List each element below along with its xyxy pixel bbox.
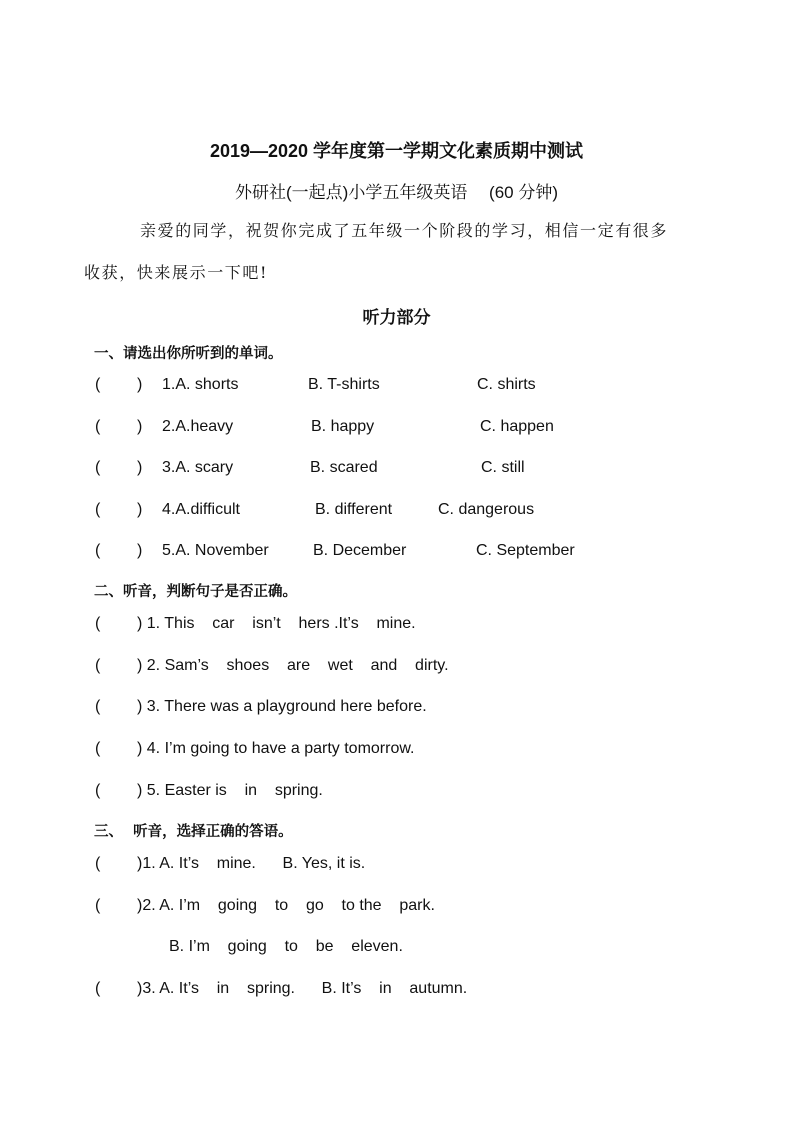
section-1-heading: 一、请选出你所听到的单词。 [94, 345, 283, 362]
option-b: B. scared [310, 459, 378, 476]
option-b: B. T-shirts [308, 376, 380, 393]
statement-text: ) 1. This car isn’t hers .It’s mine. [137, 615, 416, 632]
answer-paren-open: ( [95, 459, 101, 476]
option-b: B. different [315, 501, 393, 518]
intro-line-1: 亲爱的同学，祝贺你完成了五年级一个阶段的学习，相信一定有很多 [140, 221, 669, 240]
answer-paren-open: ( [95, 740, 101, 757]
answer-paren-close: ) [137, 376, 143, 393]
option-c: C. still [481, 459, 525, 476]
statement-text: ) 4. I’m going to have a party tomorrow. [137, 740, 415, 757]
option-a: 2.A.heavy [162, 418, 234, 435]
statement-text: ) 3. There was a playground here before. [137, 698, 427, 715]
answer-paren-open: ( [95, 418, 101, 435]
document-subtitle: 外研社(一起点)小学五年级英语 (60 分钟) [235, 183, 558, 202]
answer-paren-open: ( [95, 782, 101, 799]
response-options: )2. A. I’m going to go to the park. [137, 897, 435, 914]
statement-text: ) 2. Sam’s shoes are wet and dirty. [137, 657, 449, 674]
option-c: C. September [476, 542, 575, 559]
option-a: 3.A. scary [162, 459, 234, 476]
option-b: B. December [313, 542, 407, 559]
option-c: C. happen [480, 418, 554, 435]
response-options: )3. A. It’s in spring. B. It’s in autumn. [137, 980, 468, 997]
option-a: 1.A. shorts [162, 376, 239, 393]
option-c: C. dangerous [438, 501, 535, 518]
answer-paren-open: ( [95, 698, 101, 715]
option-a: 4.A.difficult [162, 501, 240, 518]
option-c: C. shirts [477, 376, 536, 393]
answer-paren-close: ) [137, 542, 143, 559]
answer-paren-close: ) [137, 459, 143, 476]
option-b: B. happy [311, 418, 375, 435]
answer-paren-close: ) [137, 418, 143, 435]
answer-paren-close: ) [137, 501, 143, 518]
answer-paren-open: ( [95, 542, 101, 559]
intro-line-2: 收获，快来展示一下吧! [84, 263, 269, 282]
answer-paren-open: ( [95, 376, 101, 393]
response-option-b: B. I’m going to be eleven. [169, 938, 403, 955]
answer-paren-open: ( [95, 897, 101, 914]
section-2-heading: 二、听音，判断句子是否正确。 [94, 583, 297, 600]
section-3-heading: 三、 听音，选择正确的答语。 [94, 823, 293, 840]
statement-text: ) 5. Easter is in spring. [137, 782, 323, 799]
answer-paren-open: ( [95, 501, 101, 518]
answer-paren-open: ( [95, 615, 101, 632]
part-title-listening: 听力部分 [362, 308, 431, 328]
answer-paren-open: ( [95, 657, 101, 674]
option-a: 5.A. November [162, 542, 269, 559]
response-options: )1. A. It’s mine. B. Yes, it is. [137, 855, 366, 872]
document-title: 2019—2020 学年度第一学期文化素质期中测试 [209, 141, 584, 161]
answer-paren-open: ( [95, 855, 101, 872]
answer-paren-open: ( [95, 980, 101, 997]
